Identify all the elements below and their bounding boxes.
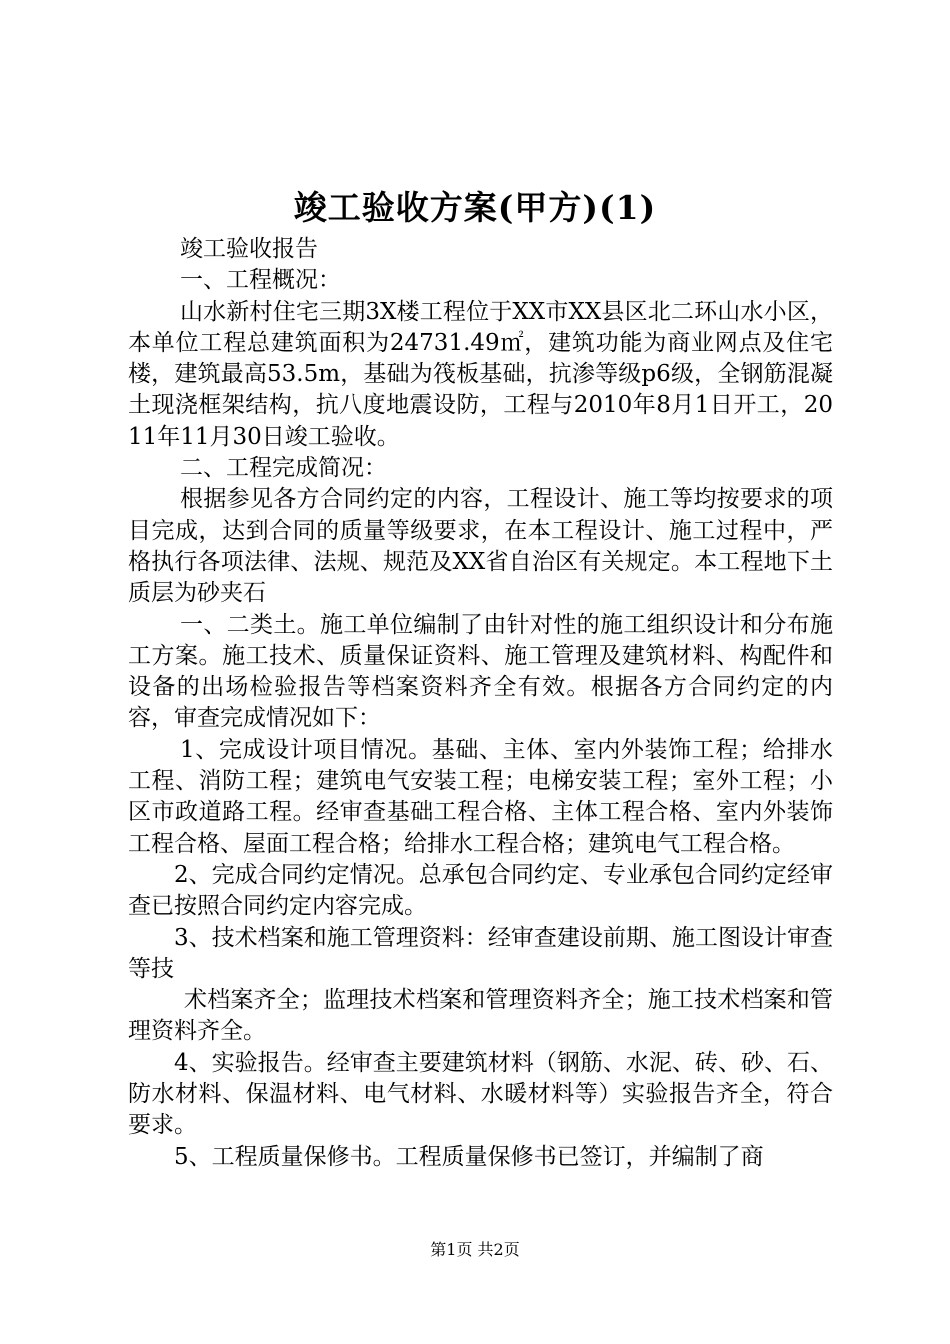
page-footer: 第1页 共2页 <box>430 1240 520 1259</box>
paragraph: 术档案齐全；监理技术档案和管理资料齐全；施工技术档案和管理资料齐全。 <box>128 987 833 1045</box>
paragraph: 根据参见各方合同约定的内容，工程设计、施工等均按要求的项目完成，达到合同的质量等级要求，在本工程设计、施工过程中，严格执行各项法律、法规、规范及XX省自治区有关规定。本工程地下土质层为砂夹石 <box>128 486 833 607</box>
paragraph: 竣工验收报告 <box>180 236 318 262</box>
paragraph: 4、实验报告。经审查主要建筑材料（钢筋、水泥、砖、砂、石、防水材料、保温材料、电气材料、水暖材料等）实验报告齐全，符合要求。 <box>128 1049 833 1139</box>
paragraph: 5、工程质量保修书。工程质量保修书已签订，并编制了商 <box>174 1143 764 1170</box>
document-body <box>128 234 833 1173</box>
paragraph: 2、完成合同约定情况。总承包合同约定、专业承包合同约定经审查已按照合同约定内容完成。 <box>128 861 833 920</box>
paragraph: 山水新村住宅三期3X楼工程位于XX市XX县区北二环山水小区，本单位工程总建筑面积为24731.49㎡，建筑功能为商业网点及住宅楼，建筑最高53.5m，基础为筏板基础，抗渗等级p6级，全钢筋混凝土现浇框架结构，抗八度地震设防，工程与2010年8月1日开工，2011年11月30日竣工验收。 <box>128 298 833 450</box>
paragraph: 一、二类土。施工单位编制了由针对性的施工组织设计和分布施工方案。施工技术、质量保证资料、施工管理及建筑材料、构配件和设备的出场检验报告等档案资料齐全有效。根据各方合同约定的内容，审查完成情况如下： <box>128 611 833 732</box>
paragraph: 一、工程概况： <box>180 267 341 294</box>
document-title: 竣工验收方案(甲方)(1) <box>293 188 657 227</box>
paragraph: 1、完成设计项目情况。基础、主体、室内外装饰工程；给排水工程、消防工程；建筑电气安装工程；电梯安装工程；室外工程；小区市政道路工程。经审查基础工程合格、主体工程合格、室内外装饰工程合格、屋面工程合格；给排水工程合格；建筑电气工程合格。 <box>128 736 833 857</box>
paragraph: 二、工程完成简况： <box>180 455 387 482</box>
paragraph: 3、技术档案和施工管理资料：经审查建设前期、施工图设计审查等技 <box>128 924 833 982</box>
